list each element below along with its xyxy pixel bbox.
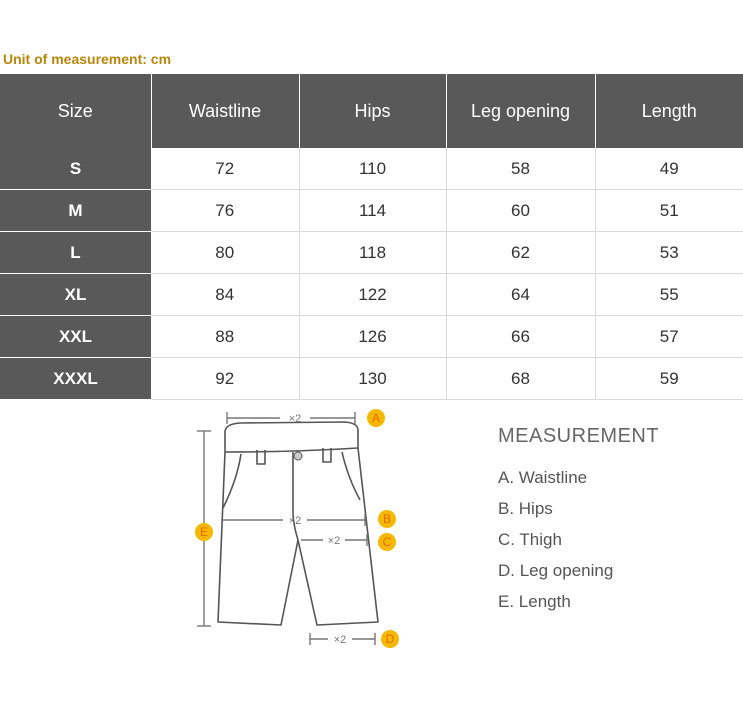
hips-cell: 114 <box>299 190 446 232</box>
table-row <box>0 190 743 232</box>
waistline-cell: 92 <box>151 358 299 400</box>
waistline-cell: 84 <box>151 274 299 316</box>
dim-hips-label: ×2 <box>288 515 302 527</box>
header-waistline: Waistline <box>151 74 299 148</box>
waistline-cell: 72 <box>151 148 299 190</box>
badge-d-label: D <box>385 632 395 646</box>
legend-item-thigh: C. Thigh <box>498 530 562 549</box>
header-hips: Hips <box>299 74 446 148</box>
length-cell: 49 <box>595 148 743 190</box>
header-leg-opening: Leg opening <box>446 74 595 148</box>
dim-waistline-label: ×2 <box>288 413 302 425</box>
dim-thigh-label: ×2 <box>327 535 341 547</box>
size-cell: XXXL <box>0 358 151 400</box>
legend-item-length: E. Length <box>498 592 571 611</box>
measurement-legend <box>498 425 659 621</box>
leg-opening-cell: 58 <box>446 148 595 190</box>
hips-cell: 130 <box>299 358 446 400</box>
waistline-cell: 76 <box>151 190 299 232</box>
length-cell: 55 <box>595 274 743 316</box>
table-row <box>0 148 743 190</box>
unit-label: Unit of measurement: cm <box>3 51 172 67</box>
hips-cell: 126 <box>299 316 446 358</box>
badge-e-label: E <box>199 525 209 539</box>
leg-opening-cell: 68 <box>446 358 595 400</box>
shorts-diagram <box>185 400 415 660</box>
size-cell: S <box>0 148 151 190</box>
size-cell: XXL <box>0 316 151 358</box>
dim-leg-opening-label: ×2 <box>333 634 347 646</box>
length-cell: 59 <box>595 358 743 400</box>
legend-item-hips: B. Hips <box>498 499 553 518</box>
badge-a-label: A <box>371 411 381 425</box>
length-cell: 53 <box>595 232 743 274</box>
button-icon <box>294 452 302 460</box>
table-header-row <box>0 74 743 148</box>
length-cell: 57 <box>595 316 743 358</box>
leg-opening-cell: 60 <box>446 190 595 232</box>
legend-item-waistline: A. Waistline <box>498 468 588 487</box>
length-cell: 51 <box>595 190 743 232</box>
table-row <box>0 274 743 316</box>
hips-cell: 122 <box>299 274 446 316</box>
hips-cell: 118 <box>299 232 446 274</box>
pocket-left <box>223 454 241 508</box>
size-cell: L <box>0 232 151 274</box>
size-cell: M <box>0 190 151 232</box>
table-row <box>0 316 743 358</box>
badge-b-label: B <box>382 512 392 526</box>
badge-c-label: C <box>382 535 392 549</box>
pocket-right <box>342 452 360 500</box>
leg-opening-cell: 62 <box>446 232 595 274</box>
leg-opening-cell: 66 <box>446 316 595 358</box>
shorts-legs <box>218 448 378 625</box>
size-chart-table <box>0 74 743 400</box>
size-cell: XL <box>0 274 151 316</box>
legend-item-leg-opening: D. Leg opening <box>498 561 614 580</box>
table-row <box>0 358 743 400</box>
hips-cell: 110 <box>299 148 446 190</box>
header-length: Length <box>595 74 743 148</box>
waistband <box>225 422 358 452</box>
leg-opening-cell: 64 <box>446 274 595 316</box>
table-row <box>0 232 743 274</box>
legend-title: MEASUREMENT <box>498 425 660 447</box>
header-size: Size <box>0 74 151 148</box>
waistline-cell: 80 <box>151 232 299 274</box>
waistline-cell: 88 <box>151 316 299 358</box>
